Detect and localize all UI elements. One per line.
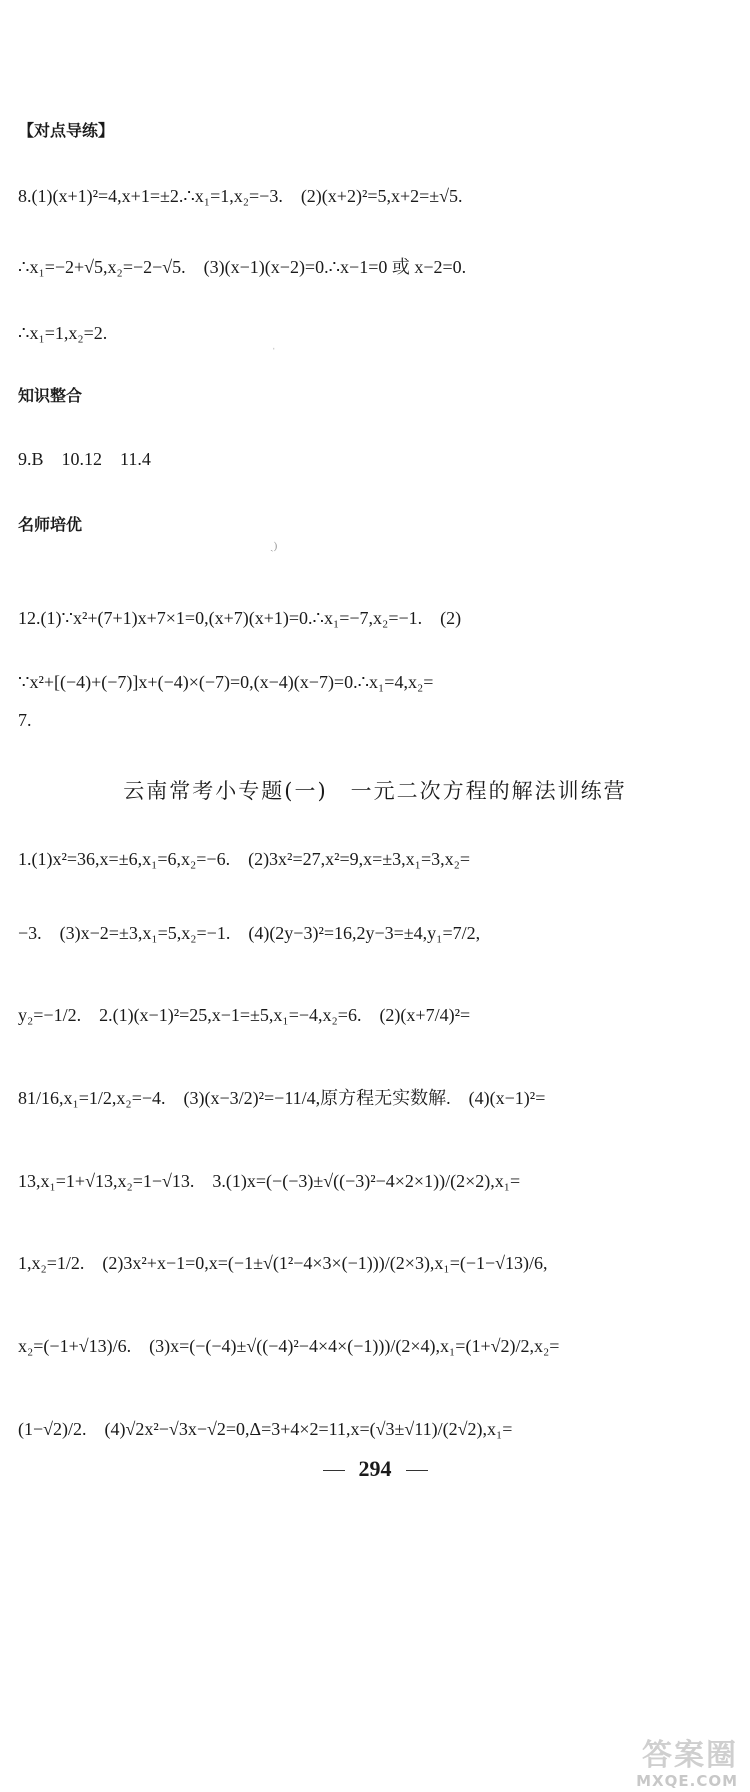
page-dash-right [406, 1470, 428, 1471]
section-heading-knowledge: 知识整合 [18, 386, 83, 405]
answer-line-11: 81/16,x₁=1/2,x₂=−4. (3)(x−3/2)²=−11/4,原方程无实数解. (4)(x−1)²= [18, 1088, 546, 1108]
watermark-bottom: MXQE.COM [636, 1772, 738, 1790]
answer-line-4: 9.B 10.12 11.4 [18, 449, 151, 469]
answer-line-9: −3. (3)x−2=±3,x₁=5,x₂=−1. (4)(2y−3)²=16,2y−3=±4,y₁=7/2, [18, 923, 481, 943]
section-heading-teacher: 名师培优 [18, 515, 83, 534]
answer-line-7: 7. [18, 710, 32, 730]
answer-line-14: x₂=(−1+√13)/6. (3)x=(−(−4)±√((−4)²−4×4×(−1)))/(2×4),x₁=(1+√2)/2,x₂= [18, 1336, 560, 1356]
answer-line-5: 12.(1)∵x²+(7+1)x+7×1=0,(x+7)(x+1)=0.∴x₁=−7,x₂=−1. (2) [18, 608, 462, 628]
answer-line-3: ∴x₁=1,x₂=2. [18, 323, 108, 343]
scan-mark: ˏ) [270, 540, 278, 552]
scan-mark: ˈ [272, 346, 276, 358]
answer-line-15: (1−√2)/2. (4)√2x²−√3x−√2=0,Δ=3+4×2=11,x=(√3±√11)/(2√2),x₁= [18, 1419, 513, 1439]
answer-line-1: 8.(1)(x+1)²=4,x+1=±2.∴x₁=1,x₂=−3. (2)(x+2)²=5,x+2=±√5. [18, 186, 463, 206]
answer-line-6: ∵x²+[(−4)+(−7)]x+(−4)×(−7)=0,(x−4)(x−7)=0.∴x₁=4,x₂= [18, 672, 434, 692]
answer-line-10: y₂=−1/2. 2.(1)(x−1)²=25,x−1=±5,x₁=−4,x₂=6. (2)(x+7/4)²= [18, 1005, 471, 1025]
page-number: 294 [0, 1456, 750, 1482]
special-topic-title: 云南常考小专题(一) 一元二次方程的解法训练营 [123, 779, 627, 803]
page-dash-left [323, 1470, 345, 1471]
answer-line-2: ∴x₁=−2+√5,x₂=−2−√5. (3)(x−1)(x−2)=0.∴x−1=0 或 x−2=0. [18, 257, 467, 277]
watermark-top: 答案圈 [642, 1738, 738, 1773]
answer-line-8: 1.(1)x²=36,x=±6,x₁=6,x₂=−6. (2)3x²=27,x²=9,x=±3,x₁=3,x₂= [18, 849, 471, 869]
answer-line-12: 13,x₁=1+√13,x₂=1−√13. 3.(1)x=(−(−3)±√((−3)²−4×2×1))/(2×2),x₁= [18, 1171, 521, 1191]
watermark-logo [612, 1730, 742, 1790]
section-heading-practice: 【对点导练】 [18, 121, 115, 140]
answer-line-13: 1,x₂=1/2. (2)3x²+x−1=0,x=(−1±√(1²−4×3×(−1)))/(2×3),x₁=(−1−√13)/6, [18, 1253, 548, 1273]
